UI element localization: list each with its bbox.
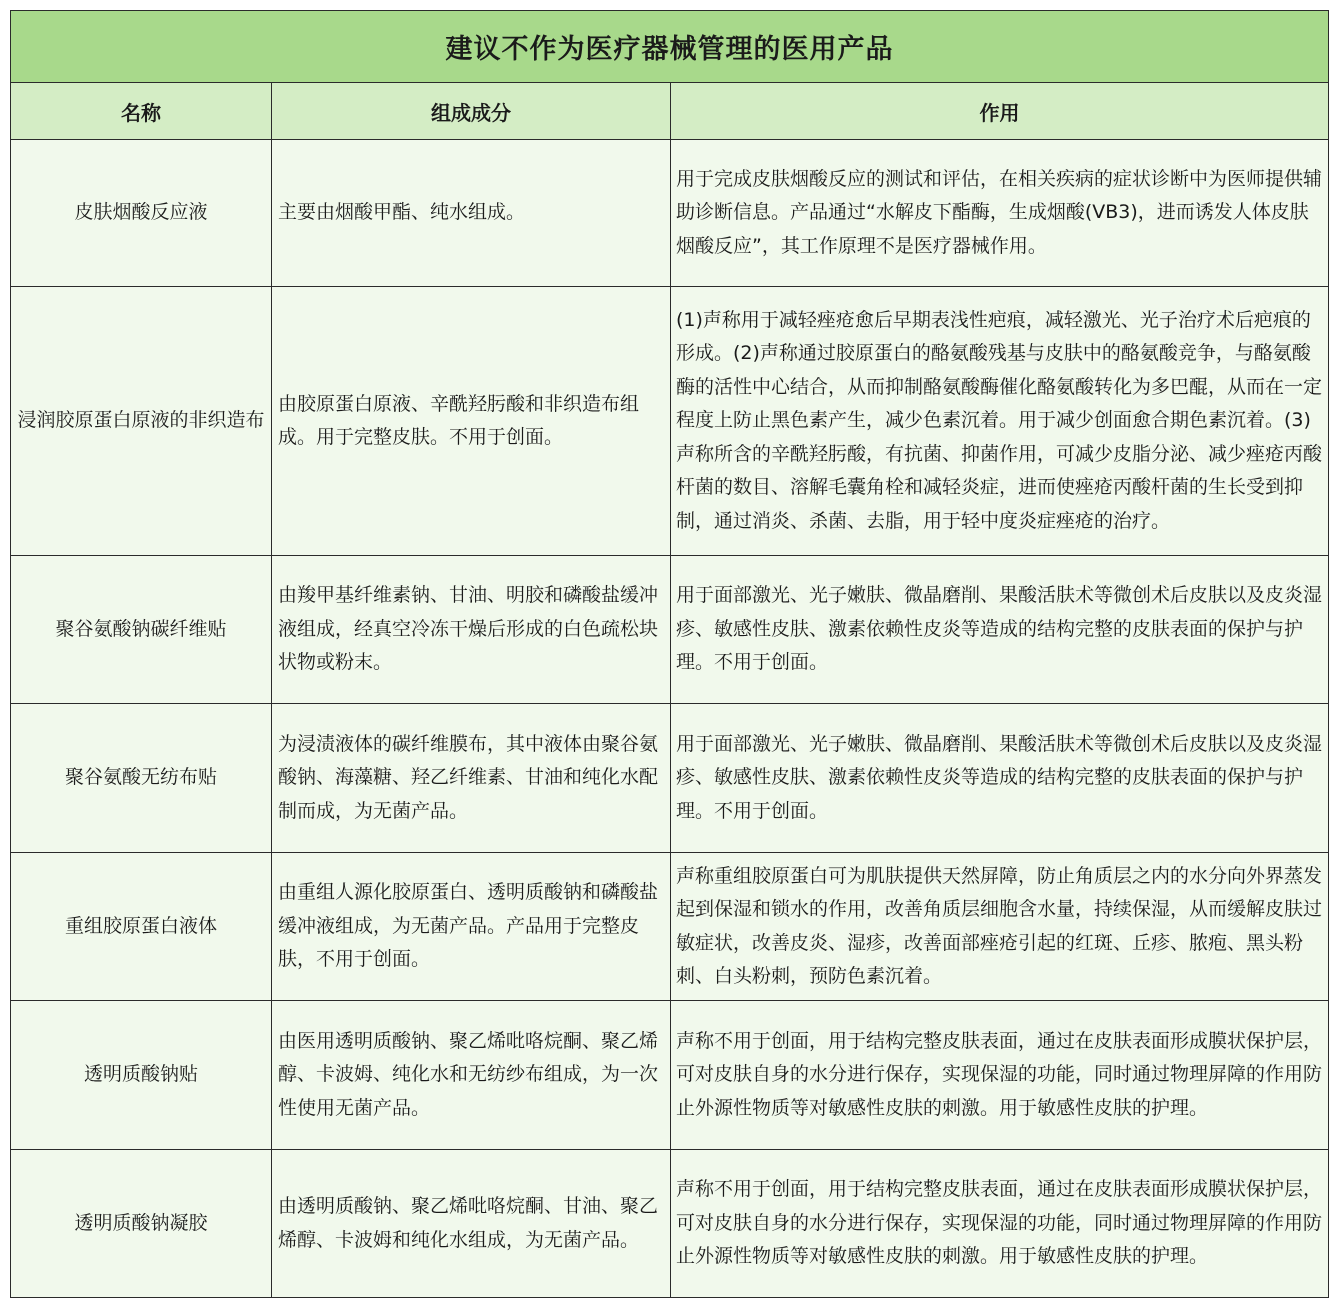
product-composition: 由羧甲基纤维素钠、甘油、明胶和磷酸盐缓冲液组成，经真空冷冻干燥后形成的白色疏松块状物或粉末。 xyxy=(272,556,671,704)
product-effect: 用于面部激光、光子嫩肤、微晶磨削、果酸活肤术等微创术后皮肤以及皮炎湿疹、敏感性皮肤、激素依赖性皮炎等造成的结构完整的皮肤表面的保护与护理。不用于创面。 xyxy=(671,556,1329,704)
product-composition: 由医用透明质酸钠、聚乙烯吡咯烷酮、聚乙烯醇、卡波姆、纯化水和无纺纱布组成，为一次性使用无菌产品。 xyxy=(272,1001,671,1150)
product-effect: 声称不用于创面，用于结构完整皮肤表面，通过在皮肤表面形成膜状保护层，可对皮肤自身的水分进行保存，实现保湿的功能，同时通过物理屏障的作用防止外源性物质等对敏感性皮肤的刺激。用于敏感性皮肤的护理。 xyxy=(671,1001,1329,1150)
table-row xyxy=(11,1150,1329,1298)
header-effect: 作用 xyxy=(671,83,1329,140)
product-table-sheet xyxy=(10,10,1328,1298)
product-effect: 用于完成皮肤烟酸反应的测试和评估，在相关疾病的症状诊断中为医师提供辅助诊断信息。产品通过“水解皮下酯酶，生成烟酸(VB3)，进而诱发人体皮肤烟酸反应”，其工作原理不是医疗器械作用。 xyxy=(671,140,1329,287)
product-composition: 由重组人源化胶原蛋白、透明质酸钠和磷酸盐缓冲液组成，为无菌产品。产品用于完整皮肤，不用于创面。 xyxy=(272,853,671,1001)
product-name: 浸润胶原蛋白原液的非织造布 xyxy=(11,287,272,556)
table-row xyxy=(11,704,1329,853)
product-composition: 由透明质酸钠、聚乙烯吡咯烷酮、甘油、聚乙烯醇、卡波姆和纯化水组成，为无菌产品。 xyxy=(272,1150,671,1298)
product-effect: 用于面部激光、光子嫩肤、微晶磨削、果酸活肤术等微创术后皮肤以及皮炎湿疹、敏感性皮肤、激素依赖性皮炎等造成的结构完整的皮肤表面的保护与护理。不用于创面。 xyxy=(671,704,1329,853)
header-composition: 组成成分 xyxy=(272,83,671,140)
table-title: 建议不作为医疗器械管理的医用产品 xyxy=(11,11,1329,83)
product-effect: 声称不用于创面，用于结构完整皮肤表面，通过在皮肤表面形成膜状保护层，可对皮肤自身的水分进行保存，实现保湿的功能，同时通过物理屏障的作用防止外源性物质等对敏感性皮肤的刺激。用于敏感性皮肤的护理。 xyxy=(671,1150,1329,1298)
header-row xyxy=(11,83,1329,140)
product-name: 透明质酸钠贴 xyxy=(11,1001,272,1150)
product-effect: (1)声称用于减轻痤疮愈后早期表浅性疤痕，减轻激光、光子治疗术后疤痕的形成。(2)声称通过胶原蛋白的酪氨酸残基与皮肤中的酪氨酸竞争，与酪氨酸酶的活性中心结合，从而抑制酪氨酸酶催化酪氨酸转化为多巴醌，从而在一定程度上防止黑色素产生，减少色素沉着。用于减少创面愈合期色素沉着。(3)声称所含的辛酰羟肟酸，有抗菌、抑菌作用，可减少皮脂分泌、减少痤疮丙酸杆菌的数目、溶解毛囊角栓和减轻炎症，进而使痤疮丙酸杆菌的生长受到抑制，通过消炎、杀菌、去脂，用于轻中度炎症痤疮的治疗。 xyxy=(671,287,1329,556)
product-name: 聚谷氨酸无纺布贴 xyxy=(11,704,272,853)
product-table xyxy=(10,10,1329,1298)
table-row xyxy=(11,556,1329,704)
table-row xyxy=(11,140,1329,287)
table-row xyxy=(11,853,1329,1001)
table-row xyxy=(11,287,1329,556)
product-name: 聚谷氨酸钠碳纤维贴 xyxy=(11,556,272,704)
title-row xyxy=(11,11,1329,83)
product-composition: 主要由烟酸甲酯、纯水组成。 xyxy=(272,140,671,287)
product-name: 重组胶原蛋白液体 xyxy=(11,853,272,1001)
product-name: 皮肤烟酸反应液 xyxy=(11,140,272,287)
product-effect: 声称重组胶原蛋白可为肌肤提供天然屏障，防止角质层之内的水分向外界蒸发起到保湿和锁水的作用，改善角质层细胞含水量，持续保湿，从而缓解皮肤过敏症状，改善皮炎、湿疹，改善面部痤疮引起的红斑、丘疹、脓疱、黑头粉刺、白头粉刺，预防色素沉着。 xyxy=(671,853,1329,1001)
product-composition: 由胶原蛋白原液、辛酰羟肟酸和非织造布组成。用于完整皮肤。不用于创面。 xyxy=(272,287,671,556)
product-name: 透明质酸钠凝胶 xyxy=(11,1150,272,1298)
header-name: 名称 xyxy=(11,83,272,140)
table-row xyxy=(11,1001,1329,1150)
product-composition: 为浸渍液体的碳纤维膜布，其中液体由聚谷氨酸钠、海藻糖、羟乙纤维素、甘油和纯化水配制而成，为无菌产品。 xyxy=(272,704,671,853)
